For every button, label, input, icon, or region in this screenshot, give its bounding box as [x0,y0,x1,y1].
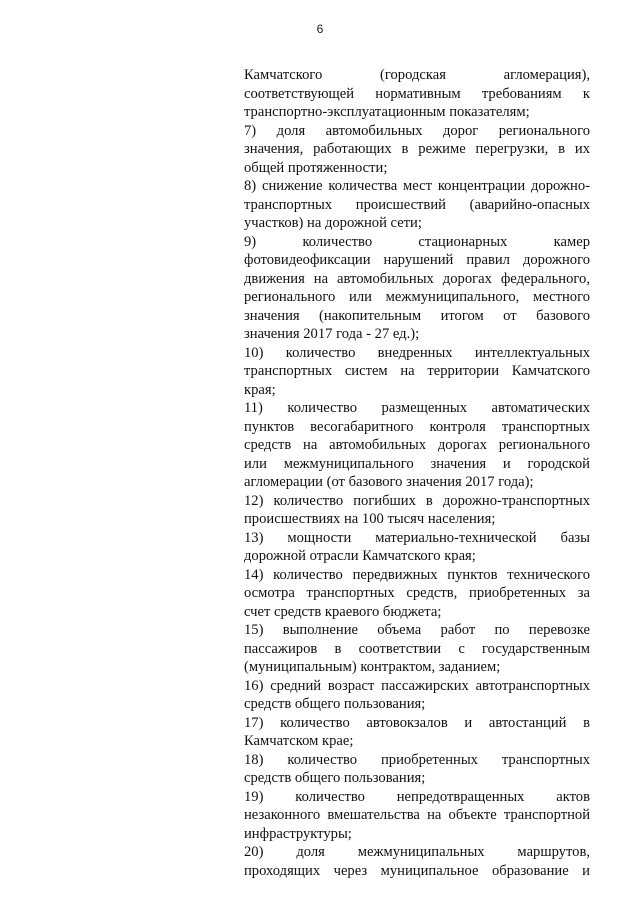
text-line: участков) на дорожной сети; [244,215,422,231]
text-line: происшествиях на 100 тысяч населения; [244,511,496,527]
text-line: транспортных систем на территории Камчатского [244,363,590,379]
text-line: 12) количество погибших в дорожно-транспортных [244,492,590,509]
text-line: 9) количество стационарных камер [244,233,590,250]
text-line: средств общего пользования; [244,770,426,786]
text-line: значения 2017 года - 27 ед.); [244,326,420,342]
text-line: соответствующей нормативным требованиям к [244,85,590,102]
text-line: (муниципальным) контрактом, заданием; [244,659,501,675]
text-line: 7) доля автомобильных дорог регионального [244,122,590,139]
text-line: значения (накопительным итогом от базового [244,307,590,324]
text-line: 10) количество внедренных интеллектуальных [244,344,590,361]
text-line: фотовидеофиксации нарушений правил дорожного [244,252,590,268]
text-line: дорожной отрасли Камчатского края; [244,548,476,564]
text-line: 15) выполнение объема работ по перевозке [244,622,590,638]
text-line: счет средств краевого бюджета; [244,603,442,620]
text-line: 13) мощности материально-технической базы [244,529,590,546]
text-line: средств общего пользования; [244,696,426,712]
text-line: проходящих через муниципальное образование и [244,862,590,879]
text-line: 16) средний возраст пассажирских автотранспортных [244,677,590,694]
text-line: агломерации (от базового значения 2017 года); [244,474,534,490]
text-line: 11) количество размещенных автоматических [244,400,590,416]
text-line: 8) снижение количества мест концентрации дорожно- [244,178,590,194]
text-line: 20) доля межмуниципальных маршрутов, [244,844,590,860]
text-line: транспортных происшествий (аварийно-опасных [244,196,590,213]
document-body [244,66,590,880]
text-line: пассажиров в соответствии с государственным [244,640,590,657]
page-number: 6 [316,22,324,36]
text-line: движения на автомобильных дорогах федерального, [244,270,590,287]
text-line: 17) количество автовокзалов и автостанций в [244,714,590,731]
text-line: общей протяженности; [244,159,388,176]
text-line: 19) количество непредотвращенных актов [244,788,590,805]
text-line: регионального или межмуниципального, местного [244,289,590,305]
text-line: осмотра транспортных средств, приобретенных за [244,585,590,601]
text-line: незаконного вмешательства на объекте транспортной [244,807,590,823]
text-line: средств на автомобильных дорогах регионального [244,437,590,453]
text-line: 14) количество передвижных пунктов технического [244,566,590,583]
text-line: инфраструктуры; [244,825,352,842]
text-line: Камчатском крае; [244,733,354,749]
text-line: или межмуниципального значения и городской [244,455,590,472]
text-line: Камчатского (городская агломерация), [244,67,590,83]
text-line: значения, работающих в режиме перегрузки, в их [244,141,590,157]
text-line: пунктов весогабаритного контроля транспортных [244,418,590,435]
text-line: транспортно-эксплуатационным показателям; [244,104,530,120]
text-line: края; [244,381,276,398]
text-line: 18) количество приобретенных транспортных [244,751,590,768]
